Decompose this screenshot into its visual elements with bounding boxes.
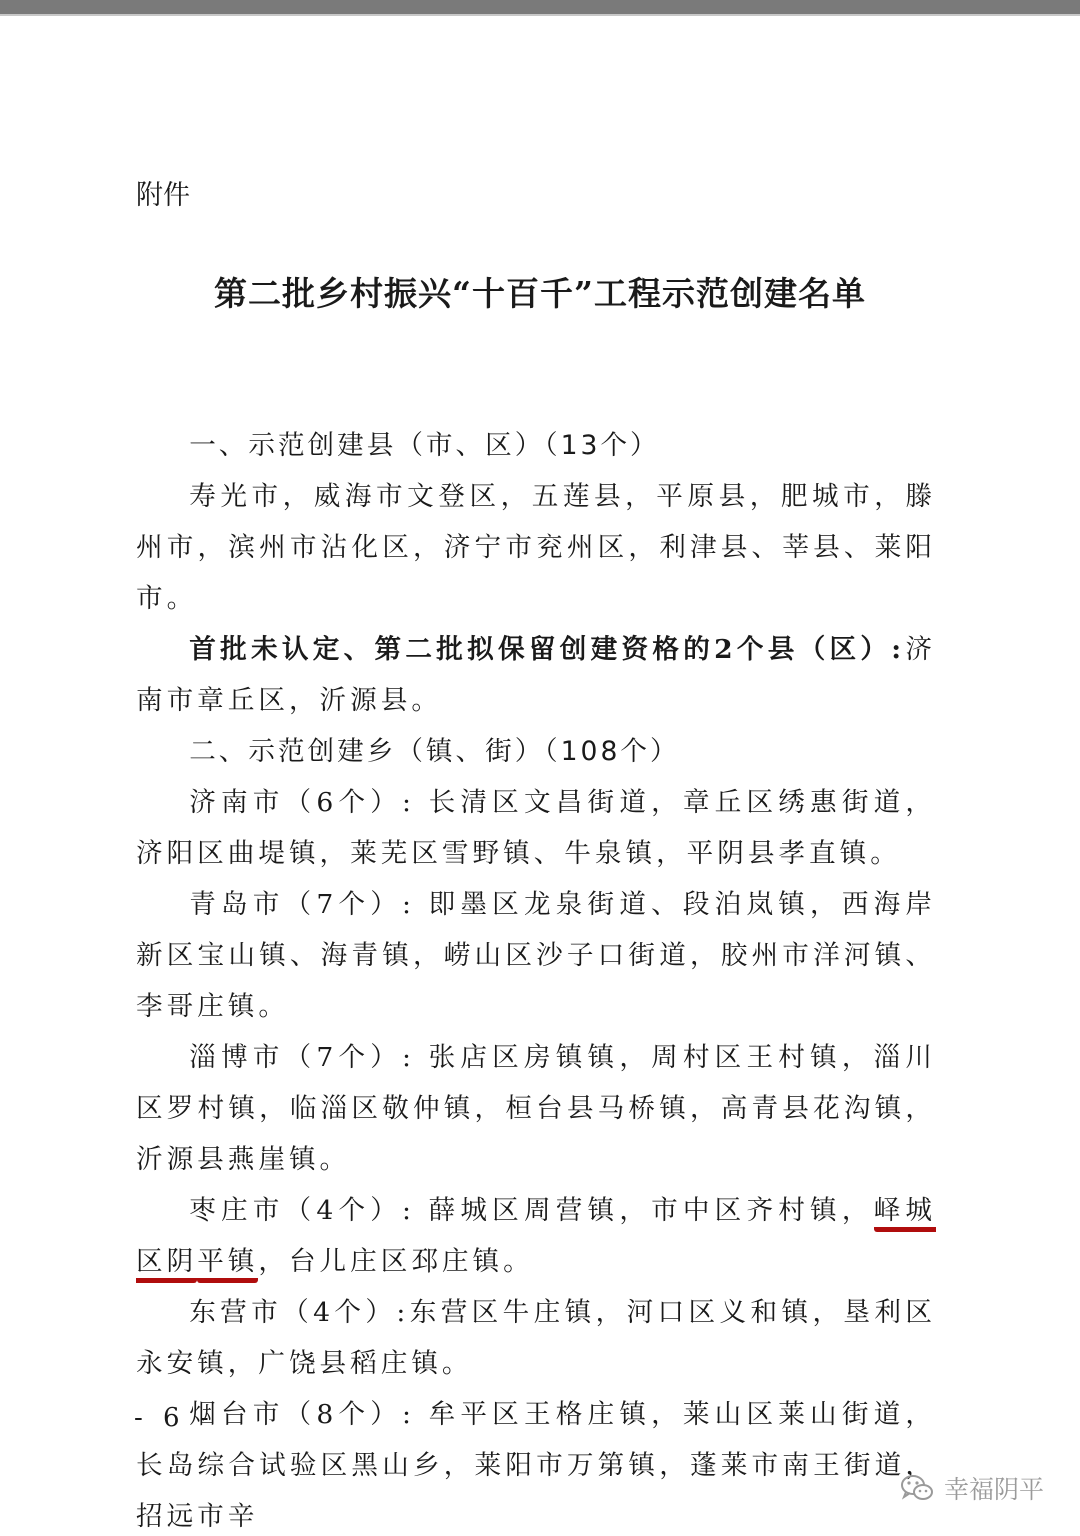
watermark (900, 1470, 1044, 1506)
section1-heading: 一、示范创建县（市、区）（13个） (189, 430, 660, 461)
document-body (136, 420, 936, 1536)
zaozhuang-before: 枣庄市（4个）: 薛城区周营镇，市中区齐村镇， (189, 1195, 874, 1226)
top-border (0, 0, 1080, 14)
retained-list: 济南市章丘区，沂源县。 (136, 634, 937, 716)
page-number: - 6 - (134, 1403, 215, 1433)
city-zaozhuang (136, 1185, 936, 1287)
city-jinan: 济南市（6个）: 长清区文昌街道，章丘区绣惠街道，济阳区曲堤镇，莱芜区雪野镇、牛泉镇，平阴县孝直镇。 (136, 787, 936, 869)
city-yantai: 烟台市（8个）: 牟平区王格庄镇，莱山区莱山街道，长岛综合试验区黑山乡，莱阳市万第镇，蓬莱市南王街道，招远市辛 (136, 1399, 936, 1532)
city-qingdao: 青岛市（7个）: 即墨区龙泉街道、段泊岚镇，西海岸新区宝山镇、海青镇，崂山区沙子口街道，胶州市洋河镇、李哥庄镇。 (136, 889, 936, 1022)
document-title: 第二批乡村振兴“十百千”工程示范创建名单 (214, 274, 866, 313)
city-zibo: 淄博市（7个）: 张店区房镇镇，周村区王村镇，淄川区罗村镇，临淄区敬仲镇，桓台县马桥镇，高青县花沟镇，沂源县燕崖镇。 (136, 1042, 936, 1175)
retained-label: 首批未认定、第二批拟保留创建资格的2个县（区）: (189, 634, 906, 665)
section1-list: 寿光市，威海市文登区，五莲县，平原县，肥城市，滕州市，滨州市沾化区，济宁市兖州区，利津县、莘县、莱阳市。 (136, 481, 936, 614)
highlight-underline-b: 平镇 (197, 1246, 258, 1283)
watermark-text: 幸福阴平 (943, 1475, 1044, 1504)
zaozhuang-after: ，台儿庄区邳庄镇。 (258, 1246, 534, 1277)
highlight-underline-a: 峄城区阴 (136, 1195, 936, 1283)
attachment-label: 附件 (136, 180, 190, 211)
city-dongying: 东营市（4个）:东营区牛庄镇，河口区义和镇，垦利区永安镇，广饶县稻庄镇。 (136, 1297, 936, 1379)
top-border-edge (0, 14, 1080, 16)
section1-retained (136, 624, 936, 726)
section2-heading: 二、示范创建乡（镇、街）（108个） (189, 736, 680, 767)
wechat-icon (900, 1473, 934, 1503)
